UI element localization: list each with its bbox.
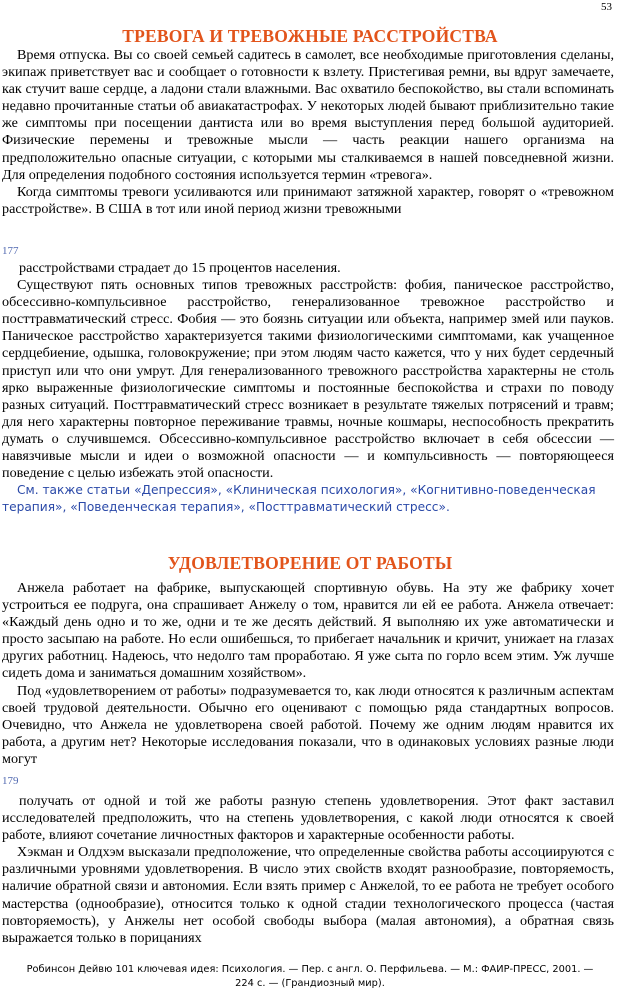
paragraph: Под «удовлетворением от работы» подразумевается то, как люди относятся к различным аспектам своей трудовой деятельности. Обычно его оценивают с помощью ряда стандартных вопросов. Очевидно, что Анжела не удовлетворена своей работой. Почему же одним людям нравится их работа, а другим нет? Некоторые исследования показали, что в одинаковых условиях разные люди могут	[2, 682, 614, 767]
page-marker: 177	[2, 245, 19, 257]
citation-line: Робинсон Дейвю 101 ключевая идея: Психология. — Пер. с англ. О. Перфильева. — М.: ФАИР-ПРЕСС, 2001. —	[26, 964, 594, 975]
job-satisfaction-block	[0, 580, 620, 768]
page-number: 53	[601, 1, 612, 13]
paragraph: Существуют пять основных типов тревожных расстройств: фобия, паническое расстройство, обсессивно-компульсивное расстройство, генерализованное тревожное расстройство и посттравматический стресс. Фобия — это боязнь ситуации или объекта, например змей или пауков. Паническое расстройство характеризуется такими физиологическими симптомами, как учащенное сердцебиение, одышка, головокружение; при этом людям часто кажется, что у них будет сердечный приступ или что они умрут. Для генерализованного тревожного расстройства характерны не столь ярко выраженные физиологические симптомы и постоянные беспокойства и страхи по поводу разных ситуаций. Посттравматический стресс возникает в результате тяжелых потрясений и травм; для него характерны повторное переживание травмы, ночные кошмары, неспособность прекратить думать о случившемся. Обсессивно-компульсивное расстройство включает в себя обсессии — навязчивые мысли и идеи о возможной опасности — и компульсивность — повторяющееся поведение с целью избежать этой опасности.	[2, 277, 614, 482]
paragraph: Когда симптомы тревоги усиливаются или принимают затяжной характер, говорят о «тревожном расстройстве». В США в тот или иной период жизни тревожными	[2, 183, 614, 217]
paragraph: Анжела работает на фабрике, выпускающей спортивную обувь. На эту же фабрику хочет устроиться ее подруга, она спрашивает Анжелу о том, нравится ли ей ее работа. Анжела отвечает: «Каждый день одно и то же, одни и те же десять действий. Я выполняю их уже автоматически и просто засыпаю на работе. Но если ошибешься, то прибегает начальник и кричит, унижает на глазах других работниц. Надеюсь, что недолго там проработаю. Я уже сыта по горло всем этим. Уж лучше сидеть дома и заниматься домашним хозяйством».	[2, 580, 614, 682]
page-marker: 179	[2, 775, 19, 787]
citation-line: 224 с. — (Грандиозный мир).	[235, 978, 385, 989]
section-title-anxiety: ТРЕВОГА И ТРЕВОЖНЫЕ РАССТРОЙСТВА	[122, 26, 498, 46]
paragraph: Хэкман и Олдхэм высказали предположение, что определенные свойства работы ассоциируются с различными уровнями удовлетворения. В число этих свойств входят разнообразие, повторяемость, наличие обратной связи и автономия. Если взять пример с Анжелой, то ее работа не требует особого мастерства (однообразие), относится только к одной стадии технологического процесса (частая повторяемость), у Анжелы нет особой свободы выбора (малая автономия), а обратная связь выражается только в порицаниях	[2, 844, 614, 946]
paragraph: Время отпуска. Вы со своей семьей садитесь в самолет, все необходимые приготовления сделаны, экипаж приветствует вас и сообщает о готовности к взлету. Пристегивая ремни, вы вдруг замечаете, как стучит ваше сердце, а ладони стали влажными. Вас охватило беспокойство, вы стали вспоминать недавно прочитанные статьи об авиакатастрофах. У некоторых людей бывают приблизительно такие же симптомы при посещении дантиста или во время выступления перед большой аудиторией. Физические перемены и тревожные мысли — часть реакции нашего организма на предположительно опасные ситуации, с которыми мы сталкиваемся в нашей повседневной жизни. Для определения подобного состояния используется термин «тревога».	[2, 47, 614, 183]
see-also-links[interactable]: См. также статьи «Депрессия», «Клиническая психология», «Когнитивно-поведенческая терапия», «Поведенческая терапия», «Посттравматический стресс».	[2, 483, 596, 515]
job-satisfaction-cont-block	[0, 793, 620, 947]
paragraph: получать от одной и той же работы разную степень удовлетворения. Этот факт заставил исследователей предположить, что на степень удовлетворения, с какой люди относятся к своей работе, влияют сочетание личностных факторов и характерные особенности работы.	[2, 793, 614, 844]
paragraph: расстройствами страдает до 15 процентов населения.	[19, 260, 341, 276]
anxiety-intro-block	[0, 47, 620, 218]
anxiety-types-block	[0, 260, 620, 516]
citation-footer	[0, 963, 620, 991]
section-title-job-satisfaction: УДОВЛЕТВОРЕНИЕ ОТ РАБОТЫ	[167, 553, 453, 573]
